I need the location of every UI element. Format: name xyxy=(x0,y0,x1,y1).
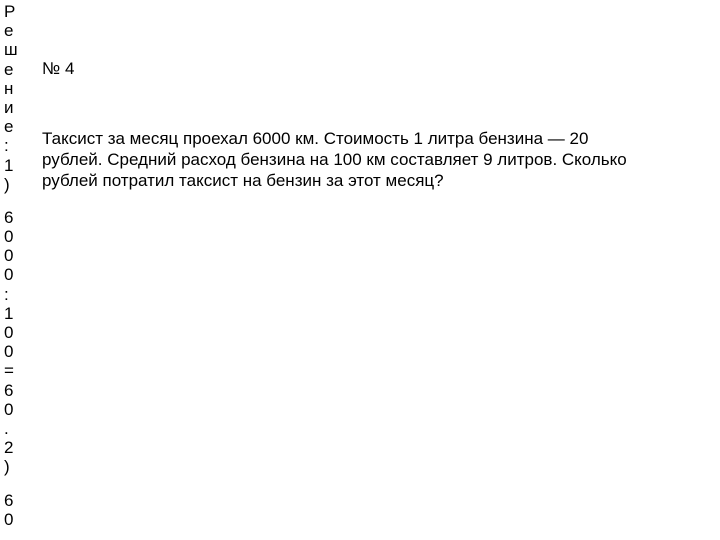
solution-char: Р xyxy=(4,2,16,21)
solution-char: 0 xyxy=(4,509,14,529)
problem-statement xyxy=(42,128,682,191)
problem-line: Таксист за месяц проехал 6000 км. Стоимость 1 литра бензина — 20 xyxy=(42,129,589,148)
solution-char: н xyxy=(4,78,14,98)
solution-char: 0 xyxy=(4,265,14,285)
solution-char: . xyxy=(4,418,9,438)
task-number: № 4 xyxy=(42,59,75,78)
solution-char: 0 xyxy=(4,399,14,419)
solution-char: ) xyxy=(4,174,10,194)
solution-char: : xyxy=(4,284,9,304)
solution-char: е xyxy=(4,59,14,79)
problem-line: рублей потратил таксист на бензин за этот месяц? xyxy=(42,171,444,190)
solution-char: ) xyxy=(4,457,10,477)
solution-char: 0 xyxy=(4,246,14,266)
solution-char: е xyxy=(4,21,14,41)
solution-char: 2 xyxy=(4,438,14,458)
solution-char: = xyxy=(4,361,14,381)
solution-char: 0 xyxy=(4,227,14,247)
solution-char: 0 xyxy=(4,323,14,342)
solution-char: : xyxy=(4,136,9,156)
solution-char: 1 xyxy=(4,155,14,175)
solution-char: и xyxy=(4,97,14,117)
problem-line: рублей. Средний расход бензина на 100 км составляет 9 литров. Сколько xyxy=(42,150,627,169)
solution-char: ш xyxy=(4,40,18,60)
solution-char: 6 xyxy=(4,380,14,400)
solution-char: 6 xyxy=(4,490,14,510)
solution-char: 6 xyxy=(4,207,14,227)
solution-char: 1 xyxy=(4,303,14,323)
solution-heading-vertical xyxy=(4,2,22,194)
solution-char: 0 xyxy=(4,342,14,362)
solution-char: е xyxy=(4,117,14,137)
solution-step-one-vertical xyxy=(4,208,22,477)
vertical-solution-text xyxy=(4,2,22,540)
solution-step-two-vertical xyxy=(4,491,22,529)
